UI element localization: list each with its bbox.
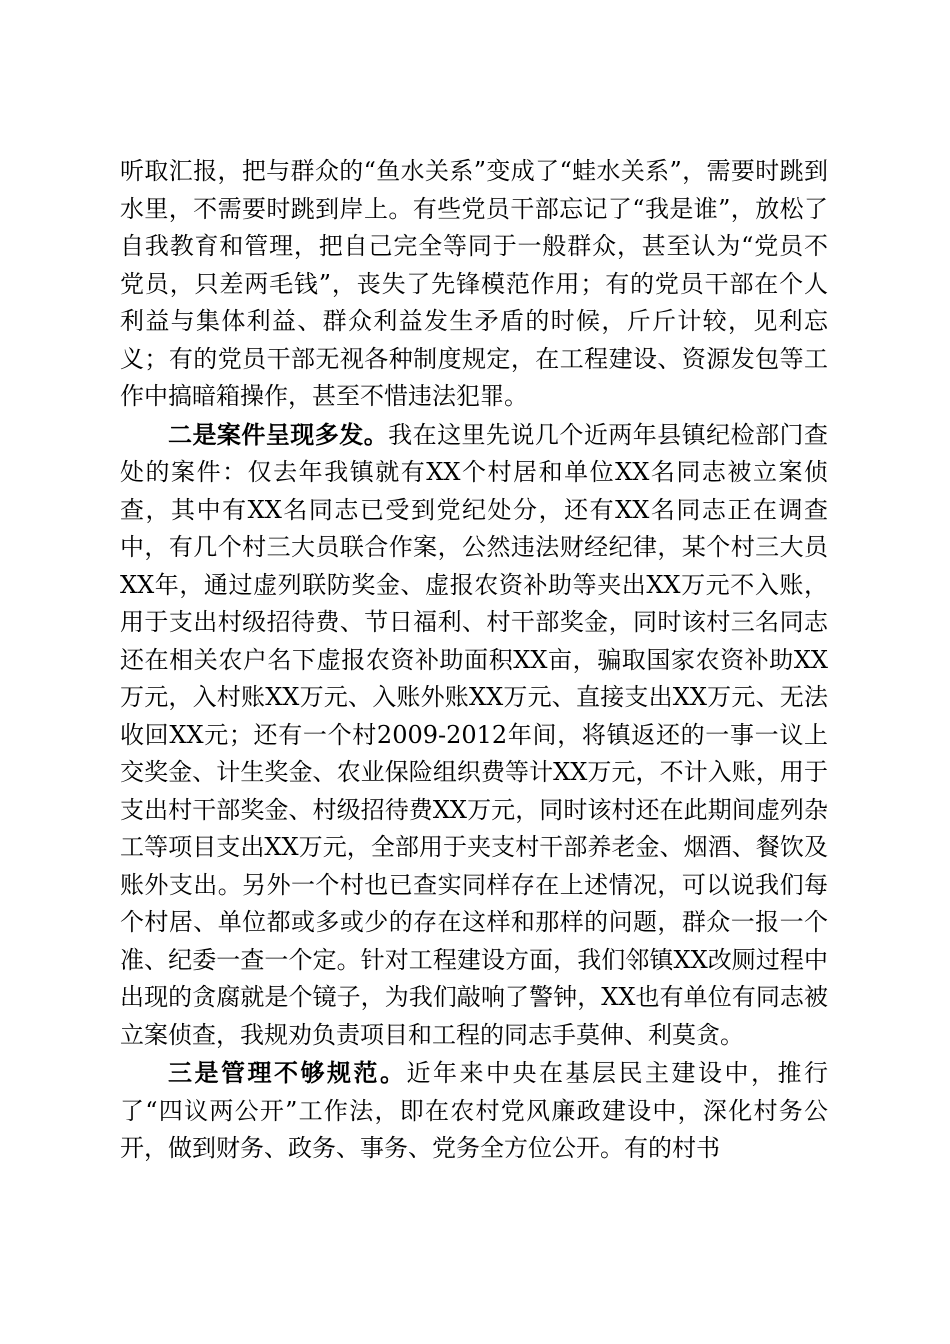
- paragraph-1-body: 听取汇报，把与群众的“鱼水关系”变成了“蛙水关系”，需要时跳到水里，不需要时跳到岸上。有些党员干部忘记了“我是谁”，放松了自我教育和管理，把自己完全等同于一般群众，甚至认为“党员不党员，只差两毛钱”，丧失了先锋模范作用；有的党员干部在个人利益与集体利益、群众利益发生矛盾的时候，斤斤计较，见利忘义；有的党员干部无视各种制度规定，在工程建设、资源发包等工作中搞暗箱操作，甚至不惜违法犯罪。: [120, 157, 828, 410]
- document-page: [120, 152, 828, 1168]
- paragraph-2: [120, 416, 828, 1055]
- paragraph-2-body: 我在这里先说几个近两年县镇纪检部门查处的案件：仅去年我镇就有XX个村居和单位XX名同志被立案侦查，其中有XX名同志已受到党纪处分，还有XX名同志正在调查中，有几个村三大员联合作案，公然违法财经纪律，某个村三大员XX年，通过虚列联防奖金、虚报农资补助等夹出XX万元不入账，用于支出村级招待费、节日福利、村干部奖金，同时该村三名同志还在相关农户名下虚报农资补助面积XX亩，骗取国家农资补助XX万元，入村账XX万元、入账外账XX万元、直接支出XX万元、无法收回XX元；还有一个村2009-2012年间，将镇返还的一事一议上交奖金、计生奖金、农业保险组织费等计XX万元，不计入账，用于支出村干部奖金、村级招待费XX万元，同时该村还在此期间虚列杂工等项目支出XX万元，全部用于夹支村干部养老金、烟酒、餐饮及账外支出。另外一个村也已查实同样存在上述情况，可以说我们每个村居、单位都或多或少的存在这样和那样的问题，群众一报一个准、纪委一查一个定。针对工程建设方面，我们邻镇XX改厕过程中出现的贪腐就是个镜子，为我们敲响了警钟，XX也有单位有同志被立案侦查，我规劝负责项目和工程的同志手莫伸、利莫贪。: [120, 420, 829, 1049]
- paragraph-2-lead: 二是案件呈现多发。: [168, 419, 389, 449]
- paragraph-3: [120, 1054, 828, 1168]
- paragraph-1: [120, 152, 828, 416]
- paragraph-3-body: 近年来中央在基层民主建设中，推行了“四议两公开”工作法，即在农村党风廉政建设中，深化村务公开，做到财务、政务、事务、党务全方位公开。有的村书: [120, 1059, 828, 1162]
- paragraph-3-lead: 三是管理不够规范。: [168, 1058, 407, 1087]
